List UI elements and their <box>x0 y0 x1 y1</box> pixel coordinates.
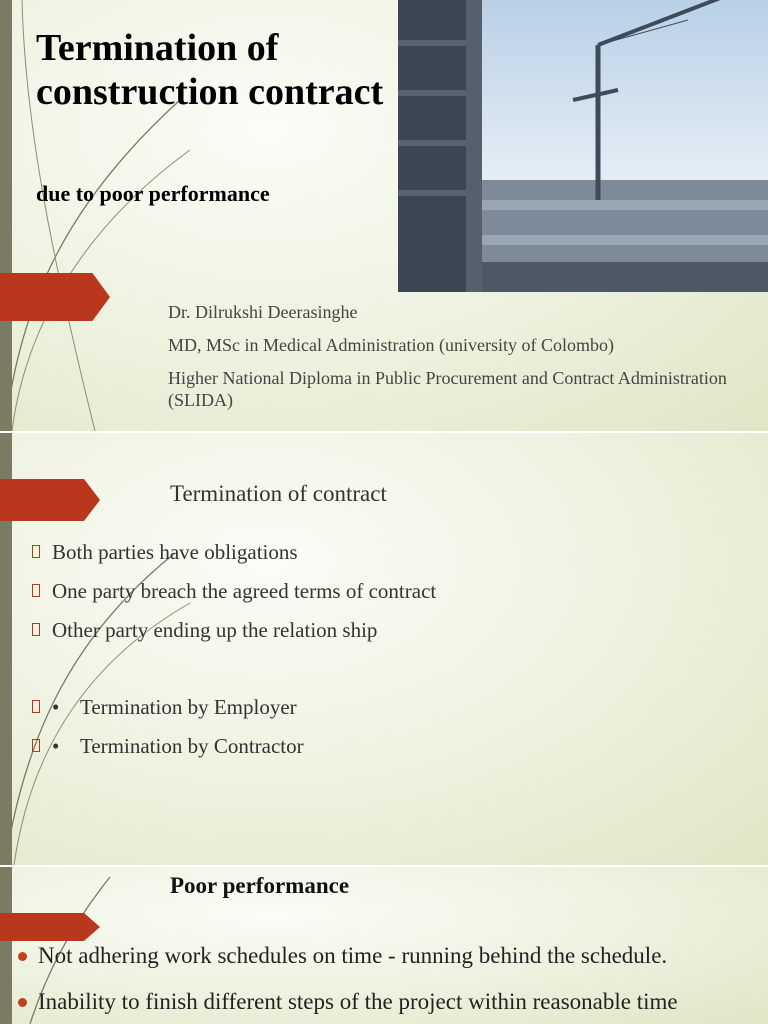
construction-crane-photo <box>398 0 768 292</box>
author-block <box>168 301 748 422</box>
slide-termination-of-contract <box>0 433 768 865</box>
list-item: • Termination by Contractor <box>30 727 730 766</box>
bullet-dot-icon <box>18 998 27 1007</box>
list-item: Both parties have obligations <box>30 533 730 572</box>
bullet-list <box>30 533 730 650</box>
section-title: Termination of contract <box>170 481 387 506</box>
bullet-list <box>14 933 678 1024</box>
author-degree: MD, MSc in Medical Administration (university of Colombo) <box>168 335 614 355</box>
bullet-dot-icon <box>18 952 27 961</box>
bullet-box-icon <box>32 700 40 713</box>
author-diploma: Higher National Diploma in Public Procurement and Contract Administration (SLIDA) <box>168 368 727 410</box>
list-item: Inability to finish different steps of the project within reasonable time <box>14 979 678 1024</box>
list-item: Other party ending up the relation ship <box>30 611 730 650</box>
bullet-box-icon <box>32 739 40 752</box>
slide-title <box>0 0 768 431</box>
bullet-box-icon <box>32 623 40 636</box>
section-title: Poor performance <box>170 873 350 898</box>
red-arrow-marker <box>0 479 100 521</box>
slide-subtitle: due to poor performance <box>36 181 270 206</box>
slide-title-text: Termination of construction contract <box>36 27 384 113</box>
list-item: Not adhering work schedules on time - running behind the schedule. <box>14 933 678 979</box>
bullet-box-icon <box>32 584 40 597</box>
sub-bullet-list <box>30 688 730 766</box>
list-item: One party breach the agreed terms of contract <box>30 572 730 611</box>
slide-poor-performance <box>0 867 768 1024</box>
author-name: Dr. Dilrukshi Deerasinghe <box>168 302 358 322</box>
bullet-box-icon <box>32 545 40 558</box>
list-item: • Termination by Employer <box>30 688 730 727</box>
red-arrow-marker <box>0 273 110 321</box>
